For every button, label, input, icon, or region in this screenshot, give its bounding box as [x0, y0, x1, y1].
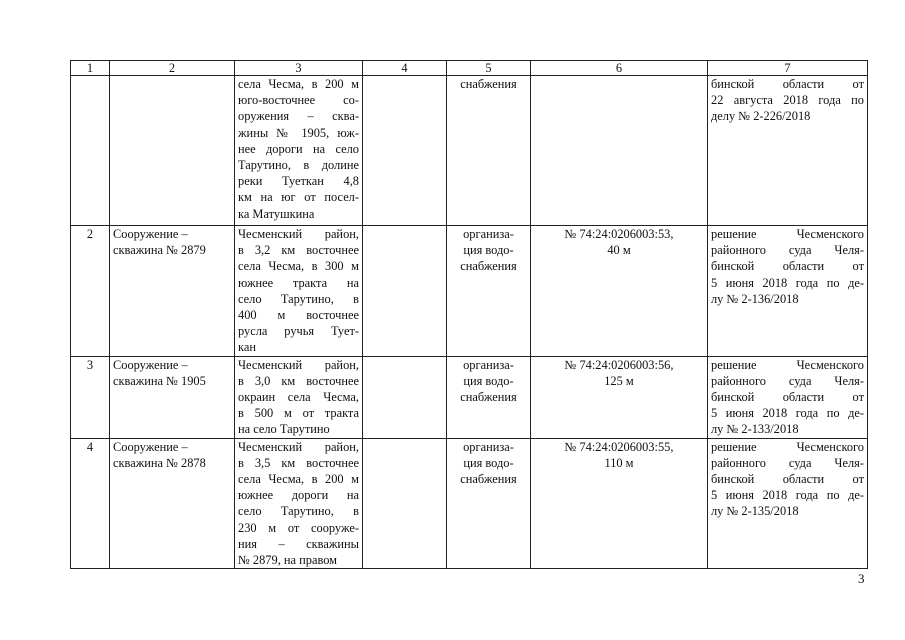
- page-number: 3: [858, 571, 865, 586]
- object-name-cell: [110, 356, 235, 438]
- decision-line: лу № 2-135/2018: [711, 504, 799, 519]
- location-line: русла ручья Тует-: [238, 324, 359, 339]
- decision-line: бинской области от: [711, 259, 864, 274]
- location-line: на село Тарутино: [238, 422, 330, 437]
- location-line: км на юг от посел-: [238, 190, 359, 205]
- column-4-cell: [363, 438, 447, 569]
- cadastral-line: № 74:24:0206003:56,: [564, 357, 674, 372]
- decision-cell: [708, 226, 868, 357]
- holder-line: организа-: [463, 357, 514, 372]
- location-line: в 3,5 км восточнее: [238, 455, 359, 470]
- header-cell-3: 3: [235, 61, 363, 76]
- decision-line: лу № 2-133/2018: [711, 422, 799, 437]
- object-name-line: скважина № 2879: [113, 243, 206, 258]
- decision-line: 5 июня 2018 года по де-: [711, 488, 864, 503]
- header-cell-1: 1: [71, 61, 110, 76]
- location-line: № 2879, на правом: [238, 553, 338, 568]
- cadastral-line: 110 м: [604, 455, 634, 470]
- object-name-cell: [110, 226, 235, 357]
- holder-cell: [447, 438, 531, 569]
- decision-line: 5 июня 2018 года по де-: [711, 406, 864, 421]
- cadastral-line: 125 м: [604, 373, 634, 388]
- location-line: 400 м восточнее: [238, 308, 359, 323]
- holder-line: снабжения: [460, 390, 517, 405]
- object-name-cell: [110, 76, 235, 226]
- location-line: Чесменский район,: [238, 227, 359, 241]
- decision-cell: [708, 356, 868, 438]
- header-cell-6: 6: [531, 61, 708, 76]
- holder-line: ция водо-: [463, 373, 514, 388]
- cadastral-line: № 74:24:0206003:55,: [564, 439, 674, 454]
- row-number-cell: 3: [71, 356, 110, 438]
- location-line: оружения – сква-: [238, 109, 359, 124]
- decision-line: бинской области от: [711, 472, 864, 487]
- decision-line: лу № 2-136/2018: [711, 291, 799, 306]
- location-cell: [235, 226, 363, 357]
- holder-line: снабжения: [460, 77, 517, 91]
- holder-line: снабжения: [460, 259, 517, 274]
- location-cell: [235, 356, 363, 438]
- decision-line: районного суда Челя-: [711, 373, 864, 388]
- holder-cell: [447, 226, 531, 357]
- row-number-cell: 4: [71, 438, 110, 569]
- header-cell-4: 4: [363, 61, 447, 76]
- location-line: села Чесма, в 200 м: [238, 472, 359, 487]
- holder-line: организа-: [463, 227, 514, 241]
- location-line: реки Туеткан 4,8: [238, 174, 359, 189]
- decision-cell: [708, 76, 868, 226]
- cadastral-cell: [531, 76, 708, 226]
- location-line: села Чесма, в 300 м: [238, 259, 359, 274]
- location-cell: [235, 438, 363, 569]
- decision-line: решение Чесменского: [711, 439, 864, 454]
- cadastral-cell: [531, 438, 708, 569]
- object-name-line: скважина № 2878: [113, 455, 206, 470]
- decision-line: районного суда Челя-: [711, 243, 864, 258]
- header-cell-5: 5: [447, 61, 531, 76]
- cadastral-line: № 74:24:0206003:53,: [564, 227, 674, 241]
- location-line: Чесменский район,: [238, 439, 359, 454]
- location-line: южнее тракта на: [238, 275, 359, 290]
- holder-line: ция водо-: [463, 455, 514, 470]
- table-row: [71, 226, 868, 357]
- cadastral-cell: [531, 226, 708, 357]
- location-line: в 3,0 км восточнее: [238, 373, 359, 388]
- table-row: [71, 356, 868, 438]
- location-line: Тарутино, в долине: [238, 158, 359, 173]
- object-name-line: скважина № 1905: [113, 373, 206, 388]
- decision-line: 22 августа 2018 года по: [711, 93, 864, 108]
- cadastral-line: 40 м: [607, 243, 631, 258]
- object-name-line: Сооружение –: [113, 227, 188, 241]
- location-cell: [235, 76, 363, 226]
- decision-line: бинской области от: [711, 77, 864, 91]
- registry-table: [70, 60, 868, 569]
- decision-line: делу № 2-226/2018: [711, 109, 811, 124]
- object-name-cell: [110, 438, 235, 569]
- location-line: Чесменский район,: [238, 357, 359, 372]
- holder-line: организа-: [463, 439, 514, 454]
- column-4-cell: [363, 226, 447, 357]
- decision-line: решение Чесменского: [711, 227, 864, 241]
- object-name-line: Сооружение –: [113, 357, 188, 372]
- column-4-cell: [363, 356, 447, 438]
- header-cell-7: 7: [708, 61, 868, 76]
- decision-line: районного суда Челя-: [711, 455, 864, 470]
- location-line: село Тарутино, в: [238, 291, 359, 306]
- row-number-cell: [71, 76, 110, 226]
- location-line: юго-восточнее со-: [238, 93, 359, 108]
- location-line: в 500 м от тракта: [238, 406, 359, 421]
- holder-line: снабжения: [460, 472, 517, 487]
- decision-line: бинской области от: [711, 390, 864, 405]
- column-4-cell: [363, 76, 447, 226]
- location-line: южнее дороги на: [238, 488, 359, 503]
- location-line: кан: [238, 340, 256, 355]
- location-line: жины № 1905, юж-: [238, 125, 359, 140]
- holder-line: ция водо-: [463, 243, 514, 258]
- header-cell-2: 2: [110, 61, 235, 76]
- decision-line: решение Чесменского: [711, 357, 864, 372]
- table-row: [71, 438, 868, 569]
- object-name-line: Сооружение –: [113, 439, 188, 454]
- location-line: в 3,2 км восточнее: [238, 243, 359, 258]
- location-line: ния – скважины: [238, 536, 359, 551]
- decision-line: 5 июня 2018 года по де-: [711, 275, 864, 290]
- location-line: ка Матушкина: [238, 206, 315, 221]
- holder-cell: [447, 76, 531, 226]
- location-line: нее дороги на село: [238, 141, 359, 156]
- row-number-cell: 2: [71, 226, 110, 357]
- decision-cell: [708, 438, 868, 569]
- header-row: [71, 61, 868, 76]
- location-line: окраин села Чесма,: [238, 390, 359, 405]
- location-line: 230 м от сооруже-: [238, 520, 359, 535]
- table-row: [71, 76, 868, 226]
- location-line: села Чесма, в 200 м: [238, 77, 359, 91]
- holder-cell: [447, 356, 531, 438]
- cadastral-cell: [531, 356, 708, 438]
- location-line: село Тарутино, в: [238, 504, 359, 519]
